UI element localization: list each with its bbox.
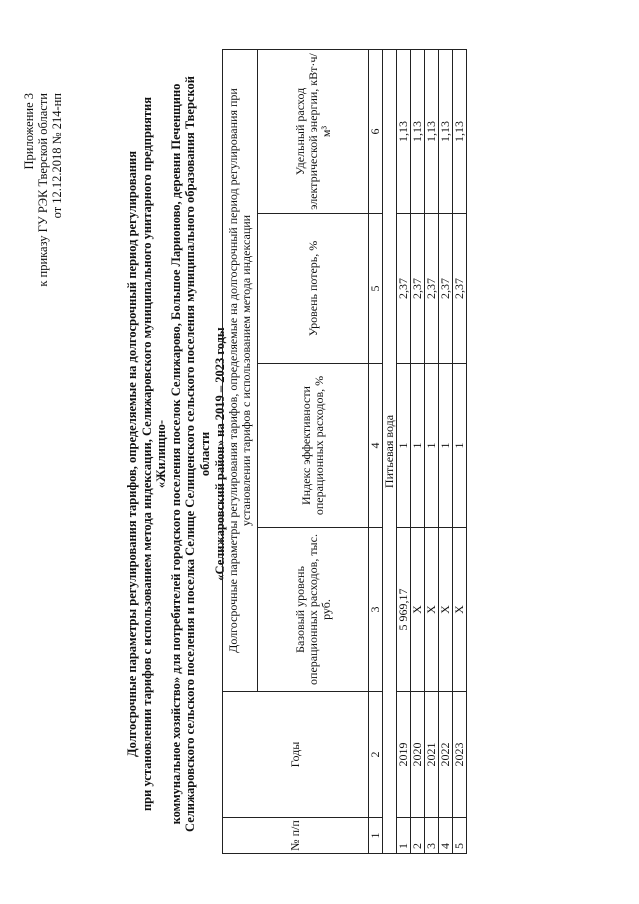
appendix-line-1: Приложение 3 xyxy=(22,93,36,170)
header-loss-level: Уровень потерь, % xyxy=(258,214,369,364)
row-number: 2 xyxy=(411,818,425,854)
row-loss-level: 2,37 xyxy=(439,214,453,364)
row-energy-consumption: 1,13 xyxy=(439,49,453,213)
title-line-5: «Селижаровский район» на 2019 – 2023 годы xyxy=(212,327,227,581)
row-loss-level: 2,37 xyxy=(411,214,425,364)
row-year: 2019 xyxy=(397,692,411,818)
header-year: Годы xyxy=(223,692,369,818)
row-energy-consumption: 1,13 xyxy=(397,49,411,213)
appendix-block xyxy=(22,93,64,287)
title-line-4: Селижаровского сельского поселения и поселка Селище Селищенского сельского поселения муниципального образования Тверской области xyxy=(183,76,212,832)
title-line-3: коммунальное хозяйство» для потребителей городского поселения поселок Селижарово, Большое Ларионово, деревни Печенщино xyxy=(168,83,183,825)
row-base-level: X xyxy=(453,528,467,692)
table-row xyxy=(439,49,453,853)
row-efficiency-index: 1 xyxy=(453,364,467,528)
row-energy-consumption: 1,13 xyxy=(411,49,425,213)
row-loss-level: 2,37 xyxy=(425,214,439,364)
title-line-2: при установлении тарифов с использованием метода индексации, Селижаровского муниципального унитарного предприятия «Жилищно- xyxy=(139,96,169,812)
column-numbers-row xyxy=(369,49,383,853)
row-number: 1 xyxy=(397,818,411,854)
column-number: 2 xyxy=(369,692,383,818)
header-group: Долгосрочные параметры регулирования тарифов, определяемые на долгосрочный период регулирования при установлении тарифов с использованием метода индексации xyxy=(223,49,258,691)
table-row xyxy=(411,49,425,853)
appendix-line-2: к приказу ГУ РЭК Тверской области xyxy=(36,93,50,287)
tariff-table xyxy=(222,49,467,854)
column-number: 3 xyxy=(369,528,383,692)
column-number: 4 xyxy=(369,364,383,528)
row-energy-consumption: 1,13 xyxy=(453,49,467,213)
column-number: 5 xyxy=(369,214,383,364)
row-base-level: X xyxy=(439,528,453,692)
document-title xyxy=(125,74,227,834)
column-number: 6 xyxy=(369,49,383,213)
row-loss-level: 2,37 xyxy=(453,214,467,364)
header-energy-consumption: Удельный расход электрической энергии, кВт·ч/м³ xyxy=(258,49,369,213)
row-year: 2022 xyxy=(439,692,453,818)
table-row xyxy=(425,49,439,853)
row-base-level: X xyxy=(425,528,439,692)
row-efficiency-index: 1 xyxy=(397,364,411,528)
header-num: № п/п xyxy=(223,818,369,854)
row-year: 2021 xyxy=(425,692,439,818)
row-base-level: X xyxy=(411,528,425,692)
table-row xyxy=(453,49,467,853)
row-efficiency-index: 1 xyxy=(425,364,439,528)
row-number: 3 xyxy=(425,818,439,854)
row-energy-consumption: 1,13 xyxy=(425,49,439,213)
column-number: 1 xyxy=(369,818,383,854)
row-efficiency-index: 1 xyxy=(439,364,453,528)
row-year: 2023 xyxy=(453,692,467,818)
title-line-1: Долгосрочные параметры регулирования тарифов, определяемые на долгосрочный период регулирования xyxy=(125,151,139,758)
row-number: 5 xyxy=(453,818,467,854)
section-title: Питьевая вода xyxy=(383,49,397,853)
appendix-line-3: от 12.12.2018 № 214-нп xyxy=(50,93,64,219)
row-efficiency-index: 1 xyxy=(411,364,425,528)
row-base-level: 5 969,17 xyxy=(397,528,411,692)
section-row xyxy=(383,49,397,853)
header-efficiency-index: Индекс эффективности операционных расходов, % xyxy=(258,364,369,528)
header-base-level: Базовый уровень операционных расходов, тыс. руб. xyxy=(258,528,369,692)
row-loss-level: 2,37 xyxy=(397,214,411,364)
header-row-1 xyxy=(223,49,258,853)
row-year: 2020 xyxy=(411,692,425,818)
row-number: 4 xyxy=(439,818,453,854)
table-row xyxy=(397,49,411,853)
